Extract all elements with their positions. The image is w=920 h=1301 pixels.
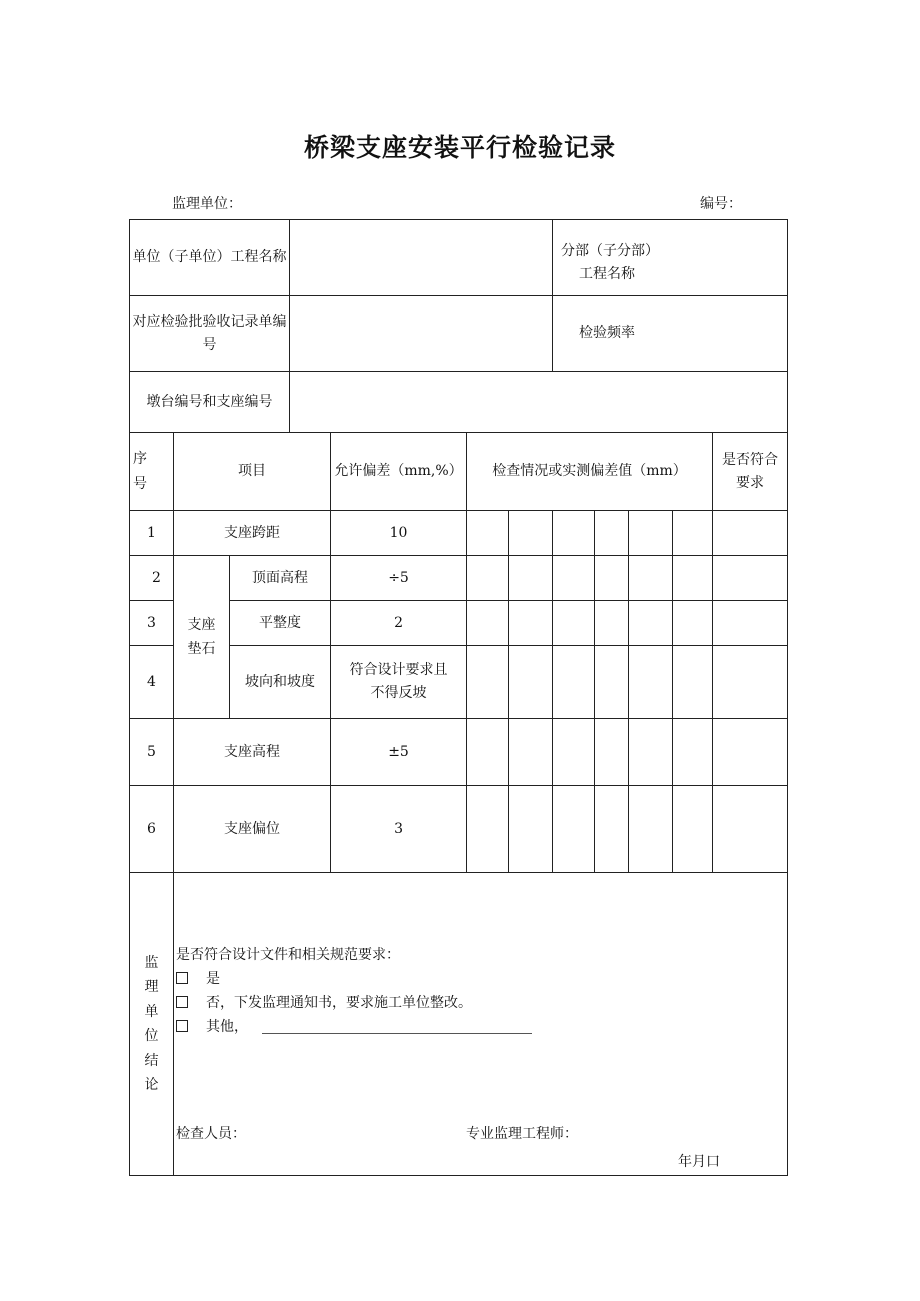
row-item: 支座偏位	[174, 786, 331, 873]
table-row	[130, 786, 788, 873]
measure-cell[interactable]	[629, 786, 673, 873]
row-item: 平整度	[230, 601, 331, 646]
measure-cell[interactable]	[629, 646, 673, 719]
measure-cell[interactable]	[553, 719, 595, 786]
record-number-value[interactable]	[290, 296, 553, 372]
conclusion-label: 监理单位结论	[130, 873, 174, 1176]
measure-cell[interactable]	[509, 601, 553, 646]
measure-cell[interactable]	[629, 511, 673, 556]
option-yes[interactable]: 是	[176, 967, 220, 991]
measure-cell[interactable]	[673, 786, 713, 873]
number-label: 编号：	[700, 196, 742, 212]
conform-cell[interactable]	[713, 786, 788, 873]
conform-cell[interactable]	[713, 646, 788, 719]
measure-cell[interactable]	[467, 511, 509, 556]
other-blank-line[interactable]	[262, 1018, 532, 1034]
measure-cell[interactable]	[595, 786, 629, 873]
header-item: 项目	[174, 433, 331, 511]
conform-cell[interactable]	[713, 601, 788, 646]
measure-cell[interactable]	[467, 646, 509, 719]
measure-cell[interactable]	[673, 601, 713, 646]
row-tolerance: 2	[331, 601, 467, 646]
measure-cell[interactable]	[553, 646, 595, 719]
measure-cell[interactable]	[509, 511, 553, 556]
measure-cell[interactable]	[509, 786, 553, 873]
conform-cell[interactable]	[713, 719, 788, 786]
option-other[interactable]: 其他，	[176, 1015, 532, 1039]
supervision-unit-label: 监理单位：	[172, 196, 242, 212]
conform-cell[interactable]	[713, 511, 788, 556]
date-label: 年月口	[678, 1154, 720, 1170]
unit-project-name-label: 单位（子单位）工程名称	[130, 220, 290, 296]
measure-cell[interactable]	[553, 601, 595, 646]
record-number-label: 对应检验批验收记录单编号	[130, 296, 290, 372]
row-tolerance: 符合设计要求且不得反坡	[331, 646, 467, 719]
row-seq: 1	[130, 511, 174, 556]
engineer-label: 专业监理工程师：	[466, 1126, 578, 1142]
table-row	[130, 719, 788, 786]
option-no[interactable]: 否，下发监理通知书，要求施工单位整改。	[176, 991, 472, 1015]
pier-bearing-label: 墩台编号和支座编号	[130, 372, 290, 433]
header-conform: 是否符合要求	[713, 433, 788, 511]
table-row	[130, 556, 788, 601]
header-seq: 序号	[130, 433, 174, 511]
group-label-bearing-pad: 支座垫石	[174, 556, 230, 719]
row-seq: 3	[130, 601, 174, 646]
row-item: 坡向和坡度	[230, 646, 331, 719]
measure-cell[interactable]	[629, 556, 673, 601]
measure-cell[interactable]	[673, 646, 713, 719]
measure-cell[interactable]	[467, 601, 509, 646]
measure-cell[interactable]	[553, 556, 595, 601]
measure-cell[interactable]	[595, 556, 629, 601]
measure-cell[interactable]	[467, 786, 509, 873]
header-measured: 检查情况或实测偏差值（mm）	[467, 433, 713, 511]
measure-cell[interactable]	[629, 719, 673, 786]
table-row	[130, 511, 788, 556]
row-tolerance: ±5	[331, 719, 467, 786]
measure-cell[interactable]	[553, 511, 595, 556]
page-title: 桥梁支座安装平行检验记录	[303, 133, 616, 162]
inspection-form-table	[129, 219, 788, 1176]
row-item: 支座高程	[174, 719, 331, 786]
checkbox-icon[interactable]	[176, 1020, 188, 1032]
measure-cell[interactable]	[467, 719, 509, 786]
conclusion-question: 是否符合设计文件和相关规范要求：	[176, 947, 400, 963]
header-tolerance: 允许偏差（mm,%）	[331, 433, 467, 511]
measure-cell[interactable]	[467, 556, 509, 601]
row-tolerance: 3	[331, 786, 467, 873]
measure-cell[interactable]	[673, 556, 713, 601]
sub-project-label: 分部（子分部） 工程名称	[553, 220, 788, 296]
conclusion-body	[174, 873, 788, 1176]
unit-project-name-value[interactable]	[290, 220, 553, 296]
row-tolerance: ÷5	[331, 556, 467, 601]
checkbox-icon[interactable]	[176, 972, 188, 984]
measure-cell[interactable]	[595, 601, 629, 646]
pier-bearing-value[interactable]	[290, 372, 788, 433]
row-seq: 2	[130, 556, 174, 601]
inspector-label: 检查人员：	[176, 1126, 246, 1142]
measure-cell[interactable]	[629, 601, 673, 646]
row-tolerance: 10	[331, 511, 467, 556]
row-seq: 4	[130, 646, 174, 719]
checkbox-icon[interactable]	[176, 996, 188, 1008]
measure-cell[interactable]	[509, 719, 553, 786]
row-seq: 5	[130, 719, 174, 786]
measure-cell[interactable]	[595, 719, 629, 786]
row-item: 支座跨距	[174, 511, 331, 556]
conform-cell[interactable]	[713, 556, 788, 601]
measure-cell[interactable]	[595, 511, 629, 556]
measure-cell[interactable]	[673, 719, 713, 786]
row-seq: 6	[130, 786, 174, 873]
measure-cell[interactable]	[595, 646, 629, 719]
measure-cell[interactable]	[553, 786, 595, 873]
measure-cell[interactable]	[509, 556, 553, 601]
measure-cell[interactable]	[509, 646, 553, 719]
measure-cell[interactable]	[673, 511, 713, 556]
row-item: 顶面高程	[230, 556, 331, 601]
frequency-label: 检验频率	[553, 296, 788, 372]
